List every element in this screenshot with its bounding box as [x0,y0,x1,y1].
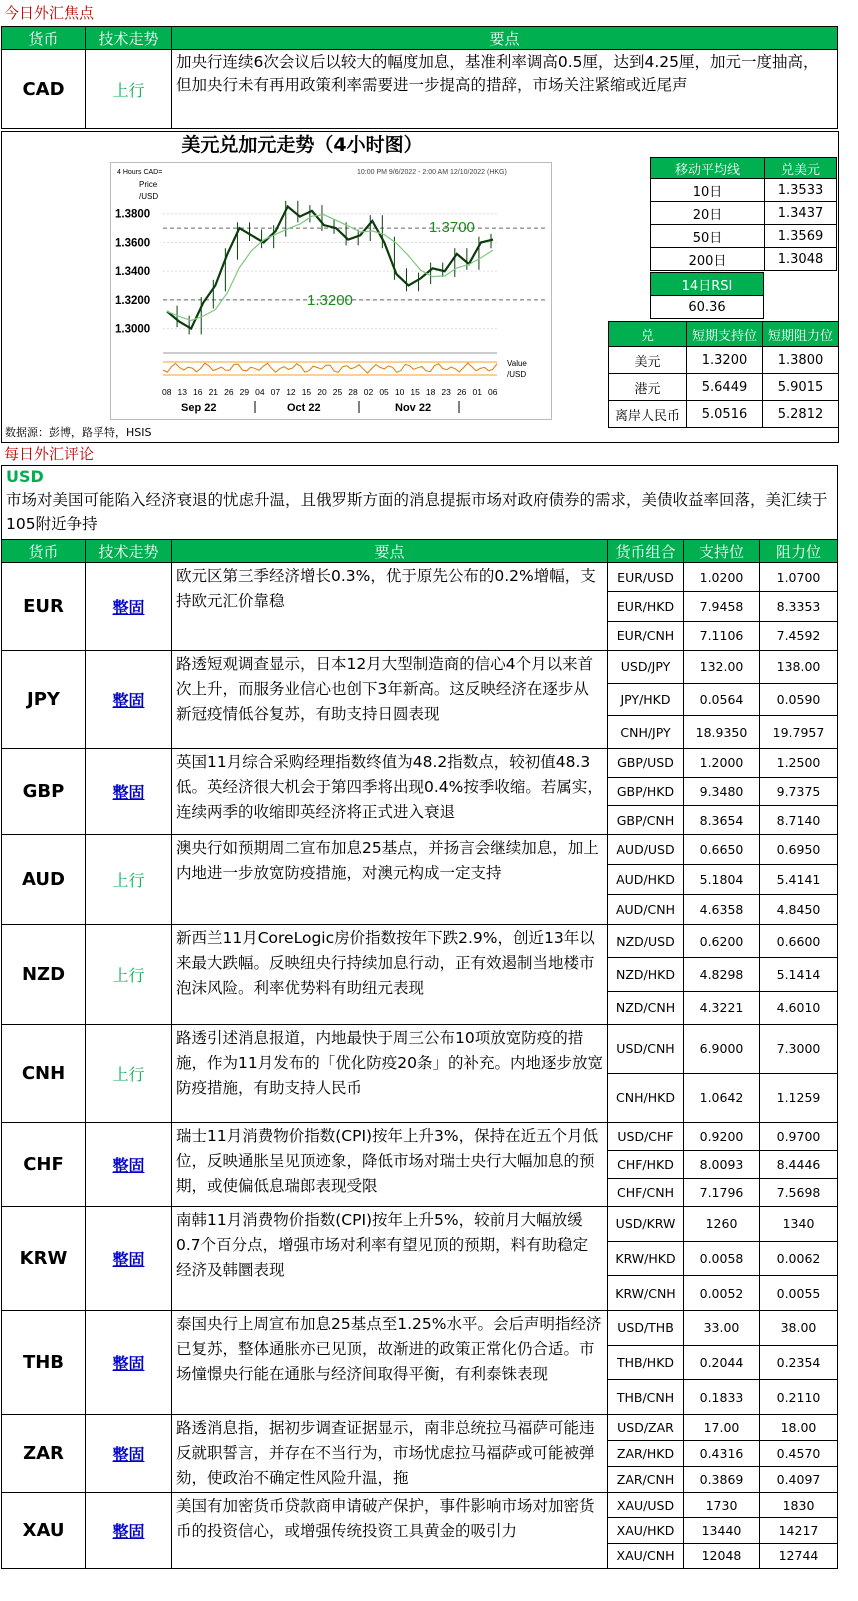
chart-frame [110,162,552,420]
focus-header-currency: 货币 [2,27,86,50]
resistance-level: 7.4592 [760,621,838,650]
focus-header-trend: 技术走势 [86,27,172,50]
sr-support: 1.3200 [687,347,763,374]
table-row [2,563,838,592]
currency-pair: KRW/CNH [608,1276,684,1311]
trend-link[interactable]: 整固 [86,1122,172,1206]
currency-pair: ZAR/HKD [608,1440,684,1466]
resistance-level: 4.8450 [760,894,838,924]
sr-header-resistance: 短期阻力位 [763,322,839,347]
rsi-value: 60.36 [651,296,764,319]
sr-support: 5.0516 [687,401,763,428]
x-tick-label: 07 [270,387,281,397]
currency-code: CHF [2,1122,86,1206]
trend-link[interactable]: 整固 [86,1206,172,1310]
rsi-label: 14日RSI [651,273,764,296]
x-tick-label: 02 [363,387,374,397]
chart-source: 数据源：彭博，路孚特，HSIS [5,426,152,439]
header-pair: 货币组合 [608,540,684,563]
support-level: 8.0093 [684,1150,760,1178]
currency-pair: KRW/HKD [608,1241,684,1276]
resistance-level: 38.00 [760,1310,838,1345]
support-level: 7.1796 [684,1178,760,1206]
resistance-level: 5.4141 [760,864,838,894]
support-level: 4.3221 [684,991,760,1024]
month-label: Nov 22 [395,402,432,414]
support-level: 8.3654 [684,806,760,835]
price-label: Price [139,180,158,189]
value-label: Value [507,359,527,368]
trend-link[interactable]: 整固 [86,1492,172,1568]
resistance-level: 1.1259 [760,1073,838,1122]
x-tick-label: 15 [410,387,420,397]
support-level: 1.0642 [684,1073,760,1122]
y-tick-label: 1.3400 [115,266,151,279]
x-tick-label: 01 [472,387,482,397]
fx-commentary-table [1,539,838,1569]
trend-link[interactable]: 整固 [86,1310,172,1414]
currency-pair: THB/HKD [608,1345,684,1380]
resistance-level: 0.0062 [760,1241,838,1276]
resistance-level: 12744 [760,1543,838,1568]
indicator-wave [163,363,497,373]
currency-pair: NZD/HKD [608,958,684,991]
focus-table [1,26,838,129]
trend-link[interactable]: 整固 [86,563,172,651]
y-tick-label: 1.3600 [115,237,151,250]
x-tick-label: 13 [177,387,187,397]
resistance-level: 0.4570 [760,1440,838,1466]
ma-value: 1.3437 [765,202,837,225]
support-level: 4.8298 [684,958,760,991]
currency-pair: CNH/JPY [608,716,684,749]
currency-code: GBP [2,748,86,834]
support-level: 17.00 [684,1414,760,1440]
focus-header-points: 要点 [172,27,838,50]
sr-resistance: 5.2812 [763,401,839,428]
table-row [2,924,838,957]
support-level: 1730 [684,1492,760,1517]
resistance-level: 1340 [760,1206,838,1241]
key-points-text: 泰国央行上周宣布加息25基点至1.25%水平。会后声明指经济已复苏，整体通胀亦已见顶，故渐进的政策正常化仍合适。市场憧憬央行能在通胀与经济间取得平衡，有利泰铢表现 [176,1314,602,1383]
resistance-level: 1830 [760,1492,838,1517]
usdcad-chart [111,163,551,419]
sr-header-support: 短期支持位 [687,322,763,347]
key-points-text: 瑞士11月消费物价指数(CPI)按年上升3%，保持在近五个月低位，反映通胀呈见顶迹象，降低市场对瑞士央行大幅加息的预期，或使偏低息瑞郎表现受限 [176,1126,599,1195]
resistance-level: 0.2354 [760,1345,838,1380]
support-level: 0.6200 [684,924,760,957]
header-resistance: 阻力位 [760,540,838,563]
ma-value: 1.3569 [765,225,837,248]
ma-value: 1.3048 [765,248,837,271]
resistance-level: 138.00 [760,650,838,683]
sr-currency: 港元 [609,374,687,401]
resistance-level: 1.0700 [760,563,838,592]
resistance-level: 5.1414 [760,958,838,991]
sr-resistance: 5.9015 [763,374,839,401]
resistance-level: 7.3000 [760,1024,838,1073]
header-support: 支持位 [684,540,760,563]
currency-code: NZD [2,924,86,1024]
support-level: 7.9458 [684,592,760,621]
usd-label: USD [6,467,44,486]
x-tick-label: 26 [456,387,467,397]
resistance-level: 14217 [760,1518,838,1543]
currency-code: THB [2,1310,86,1414]
x-tick-label: 15 [301,387,312,397]
key-points [172,1414,608,1492]
x-tick-label: 16 [193,387,203,397]
table-row [2,1024,838,1073]
key-points-text: 澳央行如预期周二宣布加息25基点，并扬言会继续加息，加上内地进一步放宽防疫措施，对澳元构成一定支持 [176,838,599,882]
table-row [2,1206,838,1241]
currency-pair: AUD/HKD [608,864,684,894]
key-points [172,1206,608,1310]
currency-code: XAU [2,1492,86,1568]
currency-pair: NZD/USD [608,924,684,957]
resistance-level: 8.3353 [760,592,838,621]
ma-label: 20日 [651,202,765,225]
resistance-level: 0.6950 [760,834,838,864]
resistance-level: 19.7957 [760,716,838,749]
y-tick-label: 1.3800 [115,208,151,221]
trend-link: 上行 [86,924,172,1024]
currency-pair: XAU/USD [608,1492,684,1517]
key-points [172,563,608,651]
usd-text: 市场对美国可能陷入经济衰退的忧虑升温，且俄罗斯方面的消息提振市场对政府债券的需求，美债收益率回落，美汇续于105附近争持 [6,491,828,533]
support-level: 0.9200 [684,1122,760,1150]
x-tick-label: 25 [332,387,343,397]
sr-support: 5.6449 [687,374,763,401]
currency-pair: USD/JPY [608,650,684,683]
currency-pair: AUD/USD [608,834,684,864]
key-points-text: 美国有加密货币贷款商申请破产保护，事件影响市场对加密货币的投资信心，或增强传统投资工具黄金的吸引力 [176,1496,595,1540]
x-tick-label: 21 [208,387,219,397]
support-level: 132.00 [684,650,760,683]
y-tick-label: 1.3000 [115,323,151,336]
ma-value: 1.3533 [765,179,837,202]
key-points-text: 路透消息指，据初步调查证据显示，南非总统拉马福萨可能违反就职誓言，并存在不当行为，市场忧虑拉马福萨或可能被弹劾，使政治不确定性风险升温，拖 [176,1418,595,1487]
y-tick-label: 1.3200 [115,294,151,307]
resistance-level: 7.5698 [760,1178,838,1206]
table-row [2,1414,838,1440]
support-level: 4.6358 [684,894,760,924]
header-currency: 货币 [2,540,86,563]
resistance-level: 0.2110 [760,1380,838,1415]
resistance-level: 1.2500 [760,748,838,777]
resistance-level: 0.4097 [760,1466,838,1492]
x-tick-label: 04 [255,387,265,397]
focus-trend: 上行 [86,50,172,129]
ma-header-ma: 移动平均线 [651,158,765,179]
table-row [2,834,838,864]
currency-pair: EUR/CNH [608,621,684,650]
key-points [172,748,608,834]
support-level: 0.0058 [684,1241,760,1276]
support-level: 1.2000 [684,748,760,777]
key-points-text: 路透短观调查显示，日本12月大型制造商的信心4个月以来首次上升，而服务业信心也创下3年新高。这反映经济在逐步从新冠疫情低谷复苏，有助支持日圆表现 [176,654,594,723]
table-row [2,1122,838,1150]
usd-block [1,465,838,541]
sr-resistance: 1.3800 [763,347,839,374]
ma-table [650,157,837,271]
currency-code: EUR [2,563,86,651]
support-level: 1.0200 [684,563,760,592]
support-level: 0.3869 [684,1466,760,1492]
currency-pair: USD/KRW [608,1206,684,1241]
support-level: 9.3480 [684,777,760,806]
currency-pair: ZAR/CNH [608,1466,684,1492]
ma-label: 50日 [651,225,765,248]
key-points [172,924,608,1024]
table-row [2,650,838,683]
currency-code: KRW [2,1206,86,1310]
support-level: 0.0564 [684,683,760,716]
currency-code: ZAR [2,1414,86,1492]
key-points-text: 欧元区第三季经济增长0.3%，优于原先公布的0.2%增幅，支持欧元汇价靠稳 [176,567,596,610]
x-tick-label: 18 [425,387,436,397]
focus-currency: CAD [2,50,86,129]
sr-currency: 美元 [609,347,687,374]
support-level: 6.9000 [684,1024,760,1073]
currency-pair: XAU/CNH [608,1543,684,1568]
resistance-level: 8.4446 [760,1150,838,1178]
resistance-level: 0.0590 [760,683,838,716]
key-points [172,1310,608,1414]
key-points [172,1122,608,1206]
trend-link[interactable]: 整固 [86,650,172,748]
key-points-text: 路透引述消息报道，内地最快于周三公布10项放宽防疫的措施，作为11月发布的「优化防疫20条」的补充。内地逐步放宽防疫措施，有助支持人民币 [176,1028,603,1097]
currency-pair: USD/CNH [608,1024,684,1073]
x-tick-label: 06 [488,387,498,397]
chart-header-left: 4 Hours CAD= [117,169,163,176]
chart-title: 美元兑加元走势（4小时图） [181,134,423,156]
currency-code: CNH [2,1024,86,1122]
support-label: 1.3200 [307,291,353,309]
key-points-text: 英国11月综合采购经理指数终值为48.2指数点，较初值48.3低。英经济很大机会于第四季将出现0.4%按季收缩。若属实，连续两季的收缩即英经济将正式进入衰退 [176,752,603,821]
x-tick-label: 05 [379,387,389,397]
currency-pair: CHF/HKD [608,1150,684,1178]
key-points [172,1492,608,1568]
resistance-level: 0.6600 [760,924,838,957]
support-level: 13440 [684,1518,760,1543]
focus-section-title: 今日外汇焦点 [4,4,95,22]
currency-pair: GBP/CNH [608,806,684,835]
header-trend: 技术走势 [86,540,172,563]
month-label: Oct 22 [287,402,321,414]
x-tick-label: 28 [348,387,358,397]
month-label: Sep 22 [181,402,217,414]
support-level: 18.9350 [684,716,760,749]
trend-link: 上行 [86,834,172,924]
currency-pair: GBP/HKD [608,777,684,806]
support-level: 7.1106 [684,621,760,650]
x-tick-label: 23 [441,387,451,397]
sr-header-vs: 兑 [609,322,687,347]
currency-pair: CNH/HKD [608,1073,684,1122]
resistance-level: 18.00 [760,1414,838,1440]
x-tick-label: 29 [239,387,250,397]
x-tick-label: 12 [286,387,296,397]
sr-currency: 离岸人民币 [609,401,687,428]
support-level: 0.2044 [684,1345,760,1380]
resistance-level: 4.6010 [760,991,838,1024]
resistance-level: 0.0055 [760,1276,838,1311]
table-row [2,748,838,777]
trend-link[interactable]: 整固 [86,748,172,834]
support-level: 0.1833 [684,1380,760,1415]
table-row [2,1310,838,1345]
chart-panel [1,131,839,443]
currency-pair: USD/THB [608,1310,684,1345]
currency-pair: EUR/USD [608,563,684,592]
price-unit: /USD [139,192,159,201]
ma-label: 200日 [651,248,765,271]
currency-pair: USD/CHF [608,1122,684,1150]
currency-pair: CHF/CNH [608,1178,684,1206]
resistance-level: 9.7375 [760,777,838,806]
key-points [172,834,608,924]
currency-code: AUD [2,834,86,924]
x-tick-label: 08 [162,387,172,397]
key-points [172,650,608,748]
trend-link[interactable]: 整固 [86,1414,172,1492]
resistance-label: 1.3700 [429,219,475,237]
currency-pair: EUR/HKD [608,592,684,621]
value-unit: /USD [507,370,527,379]
header-points: 要点 [172,540,608,563]
x-tick-label: 10 [394,387,405,397]
support-level: 0.0052 [684,1276,760,1311]
focus-points: 加央行连续6次会议后以较大的幅度加息，基准利率调高0.5厘，达到4.25厘，加元一度抽高，但加央行未有再用政策利率需要进一步提高的措辞，市场关注紧缩或近尾声 [172,50,838,129]
currency-pair: JPY/HKD [608,683,684,716]
currency-pair: AUD/CNH [608,894,684,924]
currency-pair: USD/ZAR [608,1414,684,1440]
support-level: 1260 [684,1206,760,1241]
currency-pair: XAU/HKD [608,1518,684,1543]
currency-code: JPY [2,650,86,748]
x-tick-label: 26 [224,387,234,397]
resistance-level: 8.7140 [760,806,838,835]
key-points [172,1024,608,1122]
key-points-text: 南韩11月消费物价指数(CPI)按年上升5%，较前月大幅放缓0.7个百分点，增强市场对利率有望见顶的预期，料有助稳定经济及韩圜表现 [176,1210,589,1279]
support-level: 0.6650 [684,834,760,864]
key-points-text: 新西兰11月CoreLogic房价指数按年下跌2.9%，创近13年以来最大跌幅。反映纽央行持续加息行动，正有效遏制当地楼市泡沫风险。利率优势料有助纽元表现 [176,928,595,997]
support-level: 5.1804 [684,864,760,894]
support-level: 33.00 [684,1310,760,1345]
rsi-table [650,272,764,319]
trend-link: 上行 [86,1024,172,1122]
x-tick-label: 20 [317,387,327,397]
sr-table [608,321,839,428]
commentary-section-title: 每日外汇评论 [4,445,95,463]
resistance-level: 0.9700 [760,1122,838,1150]
currency-pair: NZD/CNH [608,991,684,1024]
currency-pair: GBP/USD [608,748,684,777]
ma-label: 10日 [651,179,765,202]
support-level: 12048 [684,1543,760,1568]
table-row [2,1492,838,1517]
chart-header-right: 10:00 PM 9/6/2022 - 2:00 AM 12/10/2022 (HKG) [357,169,507,176]
ma-header-usd: 兑美元 [765,158,837,179]
currency-pair: THB/CNH [608,1380,684,1415]
support-level: 0.4316 [684,1440,760,1466]
